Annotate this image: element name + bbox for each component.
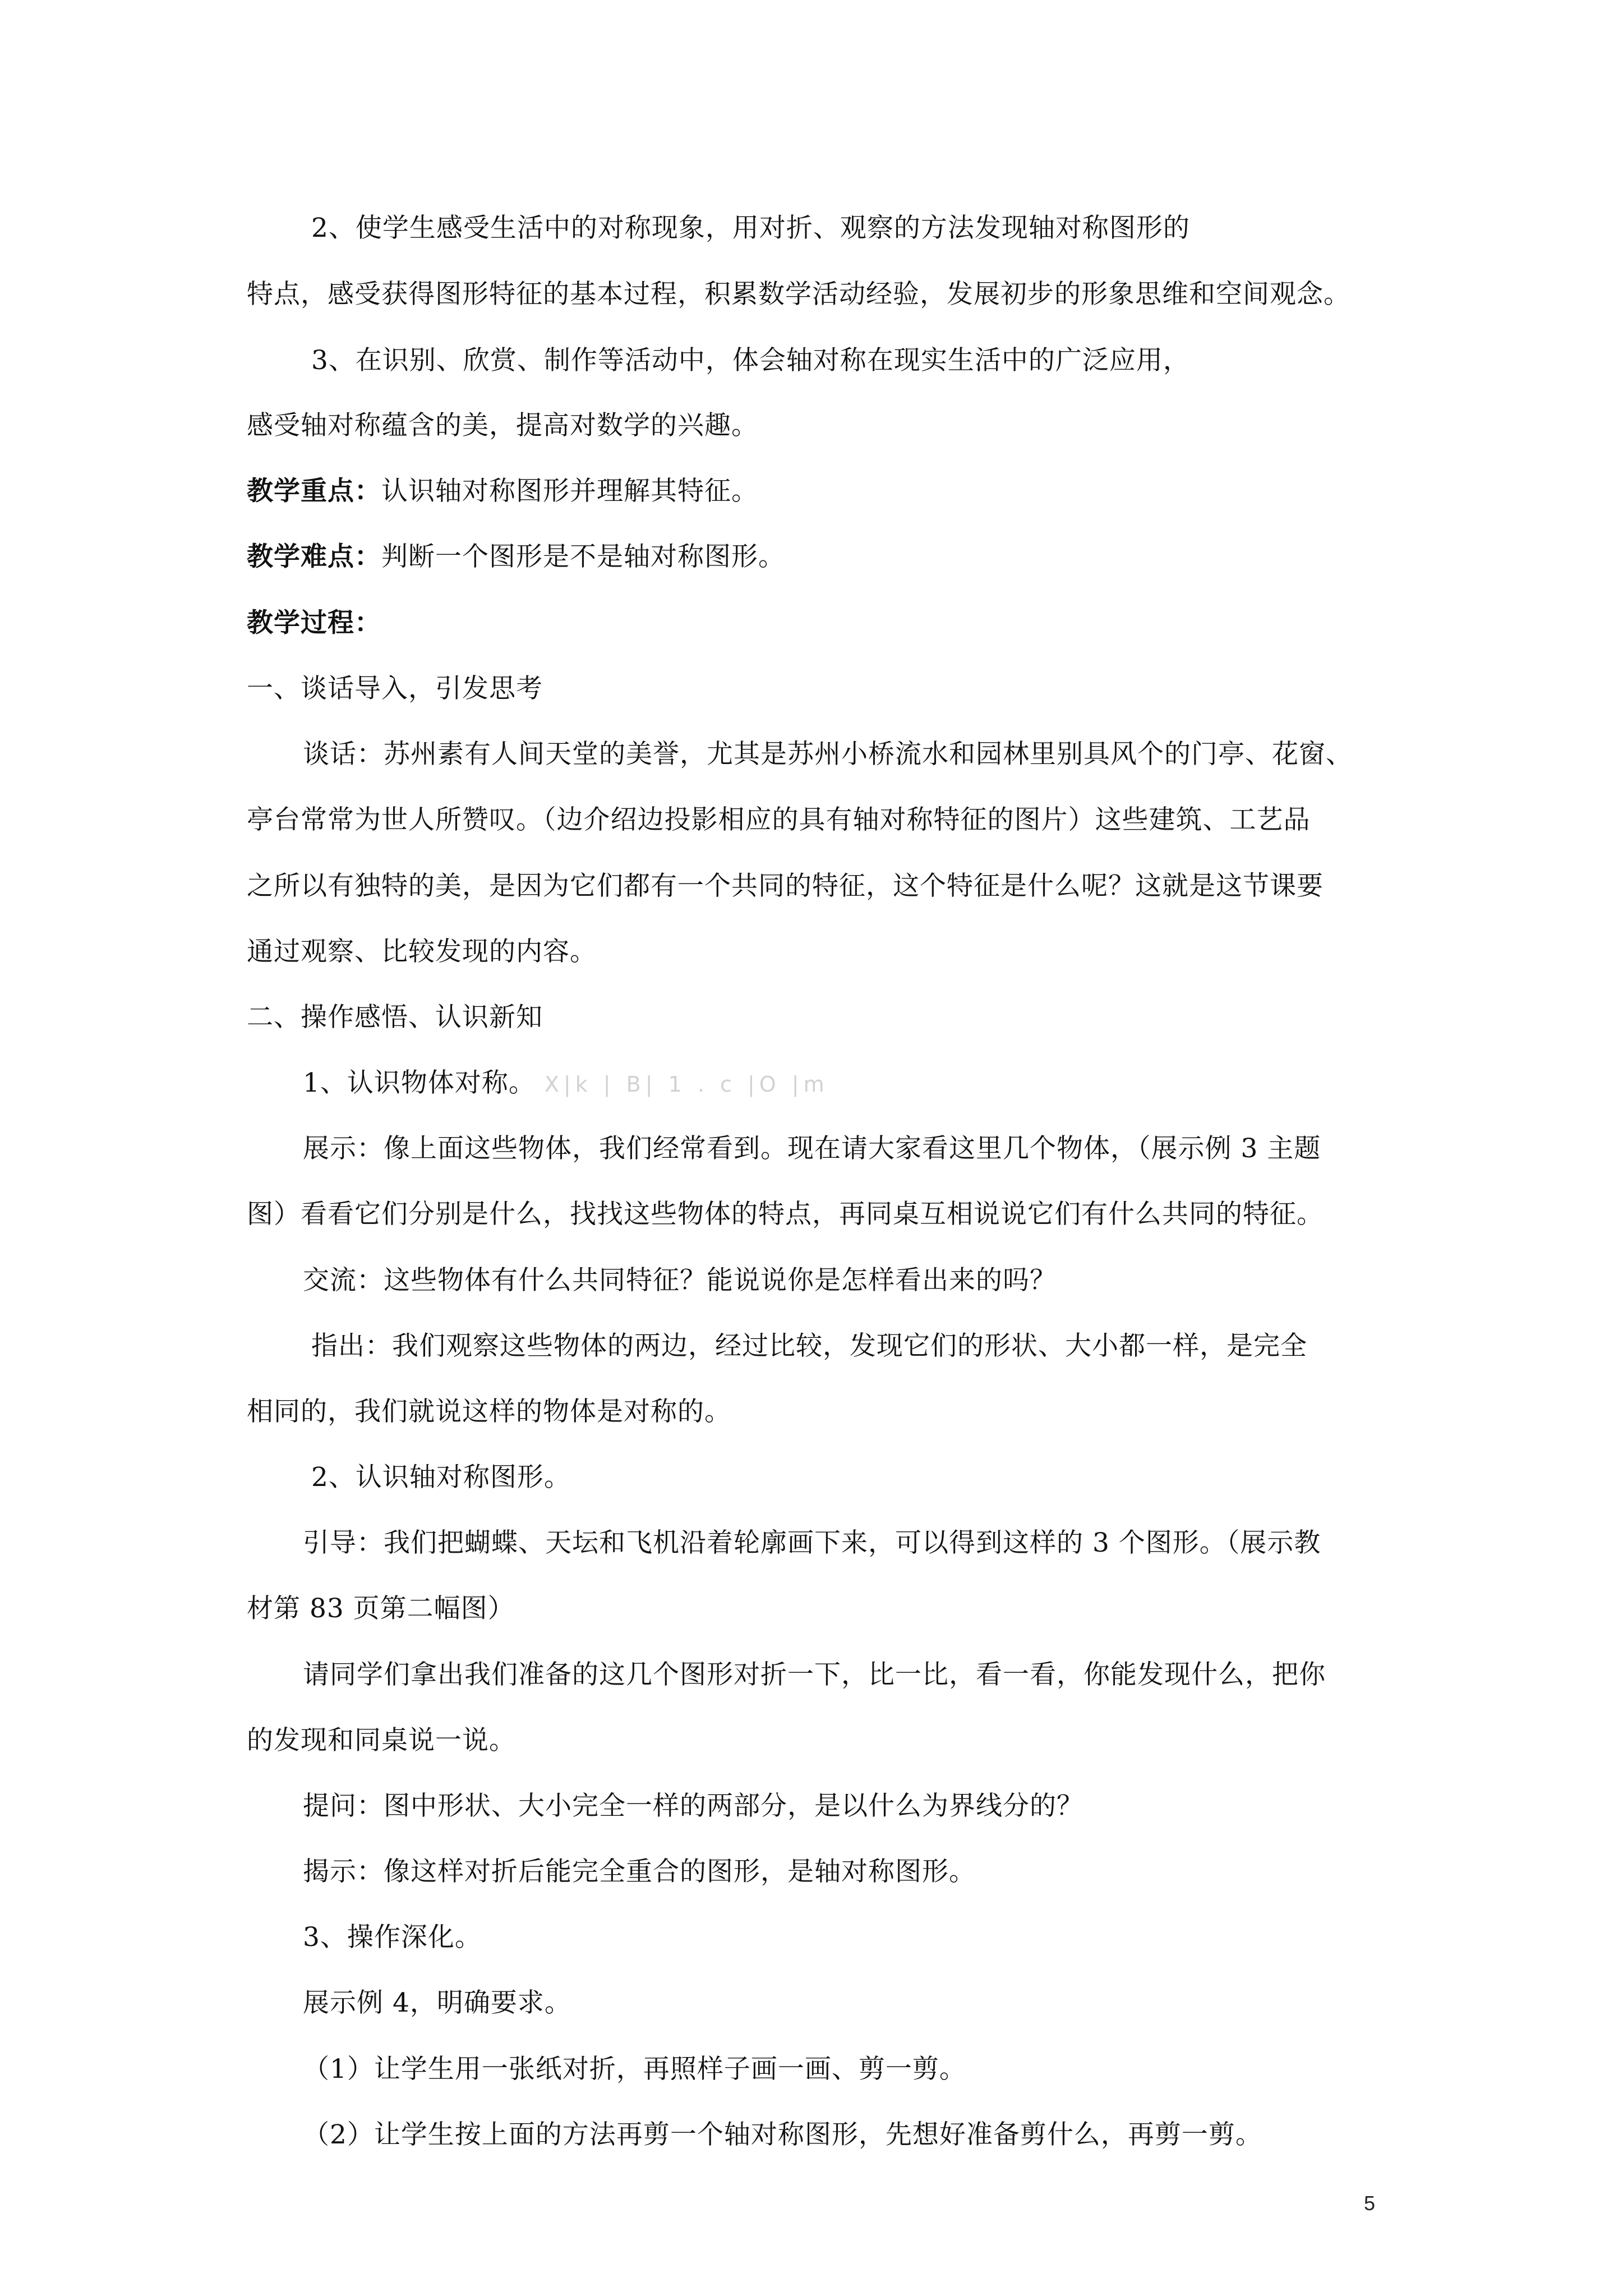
teaching-difficulty-label: 教学难点： xyxy=(247,541,381,572)
paragraph-goal-2-line-2: 特点，感受获得图形特征的基本过程，积累数学活动经验，发展初步的形象思维和空间观念。 xyxy=(247,279,1350,310)
reveal-paragraph: 揭示：像这样对折后能完全重合的图形，是轴对称图形。 xyxy=(303,1856,976,1887)
teaching-focus-text: 认识轴对称图形并理解其特征。 xyxy=(381,476,758,507)
show-paragraph-line-2: 图）看看它们分别是什么，找找这些物体的特点，再同桌互相说说它们有什么共同的特征。 xyxy=(247,1199,1324,1230)
example-4-paragraph: 展示例 4，明确要求。 xyxy=(303,1987,571,2018)
section-2-heading: 二、操作感悟、认识新知 xyxy=(247,1002,543,1033)
teaching-process-heading: 教学过程： xyxy=(247,608,381,638)
teaching-difficulty xyxy=(247,540,785,574)
paragraph-goal-3-line-1: 3、在识别、欣赏、制作等活动中，体会轴对称在现实生活中的广泛应用， xyxy=(311,345,1190,376)
fold-paragraph-line-2: 的发现和同桌说一说。 xyxy=(247,1725,516,1756)
subsection-1-title: 1、认识物体对称。 xyxy=(303,1068,536,1098)
faint-watermark-text: X|k | B| 1 . c |O |m xyxy=(544,1072,829,1097)
exchange-paragraph: 交流：这些物体有什么共同特征？能说说你是怎样看出来的吗？ xyxy=(303,1265,1057,1296)
talk-paragraph-line-2: 亭台常常为世人所赞叹。（边介绍边投影相应的具有轴对称特征的图片）这些建筑、工艺品 xyxy=(247,804,1311,835)
teaching-difficulty-text: 判断一个图形是不是轴对称图形。 xyxy=(381,541,785,572)
step-2-paragraph: （2）让学生按上面的方法再剪一个轴对称图形，先想好准备剪什么，再剪一剪。 xyxy=(303,2119,1262,2150)
subsection-1 xyxy=(303,1066,829,1101)
section-1-heading: 一、谈话导入，引发思考 xyxy=(247,673,543,704)
subsection-2-title: 2、认识轴对称图形。 xyxy=(311,1462,571,1493)
point-out-paragraph-line-2: 相同的，我们就说这样的物体是对称的。 xyxy=(247,1396,731,1427)
point-out-paragraph-line-1: 指出：我们观察这些物体的两边，经过比较，发现它们的形状、大小都一样，是完全 xyxy=(311,1331,1307,1361)
question-paragraph: 提问：图中形状、大小完全一样的两部分，是以什么为界线分的？ xyxy=(303,1791,1083,1821)
teaching-focus xyxy=(247,475,758,508)
teaching-focus-label: 教学重点： xyxy=(247,476,381,507)
guide-paragraph-line-2: 材第 83 页第二幅图） xyxy=(247,1593,515,1624)
guide-paragraph-line-1: 引导：我们把蝴蝶、天坛和飞机沿着轮廓画下来，可以得到这样的 3 个图形。（展示教 xyxy=(303,1527,1321,1558)
subsection-3-title: 3、操作深化。 xyxy=(303,1922,482,1953)
talk-paragraph-line-3: 之所以有独特的美，是因为它们都有一个共同的特征，这个特征是什么呢？这就是这节课要 xyxy=(247,871,1324,901)
fold-paragraph-line-1: 请同学们拿出我们准备的这几个图形对折一下，比一比，看一看，你能发现什么，把你 xyxy=(303,1659,1326,1690)
paragraph-goal-2-line-1: 2、使学生感受生活中的对称现象，用对折、观察的方法发现轴对称图形的 xyxy=(311,213,1190,243)
talk-paragraph-line-4: 通过观察、比较发现的内容。 xyxy=(247,936,597,967)
step-1-paragraph: （1）让学生用一张纸对折，再照样子画一画、剪一剪。 xyxy=(303,2054,966,2085)
talk-paragraph-line-1: 谈话：苏州素有人间天堂的美誉，尤其是苏州小桥流水和园林里别具风个的门亭、花窗、 xyxy=(303,739,1353,770)
show-paragraph-line-1: 展示：像上面这些物体，我们经常看到。现在请大家看这里几个物体，（展示例 3 主题 xyxy=(303,1133,1321,1164)
paragraph-goal-3-line-2: 感受轴对称蕴含的美，提高对数学的兴趣。 xyxy=(247,410,758,441)
page-number: 5 xyxy=(1364,2192,1376,2215)
